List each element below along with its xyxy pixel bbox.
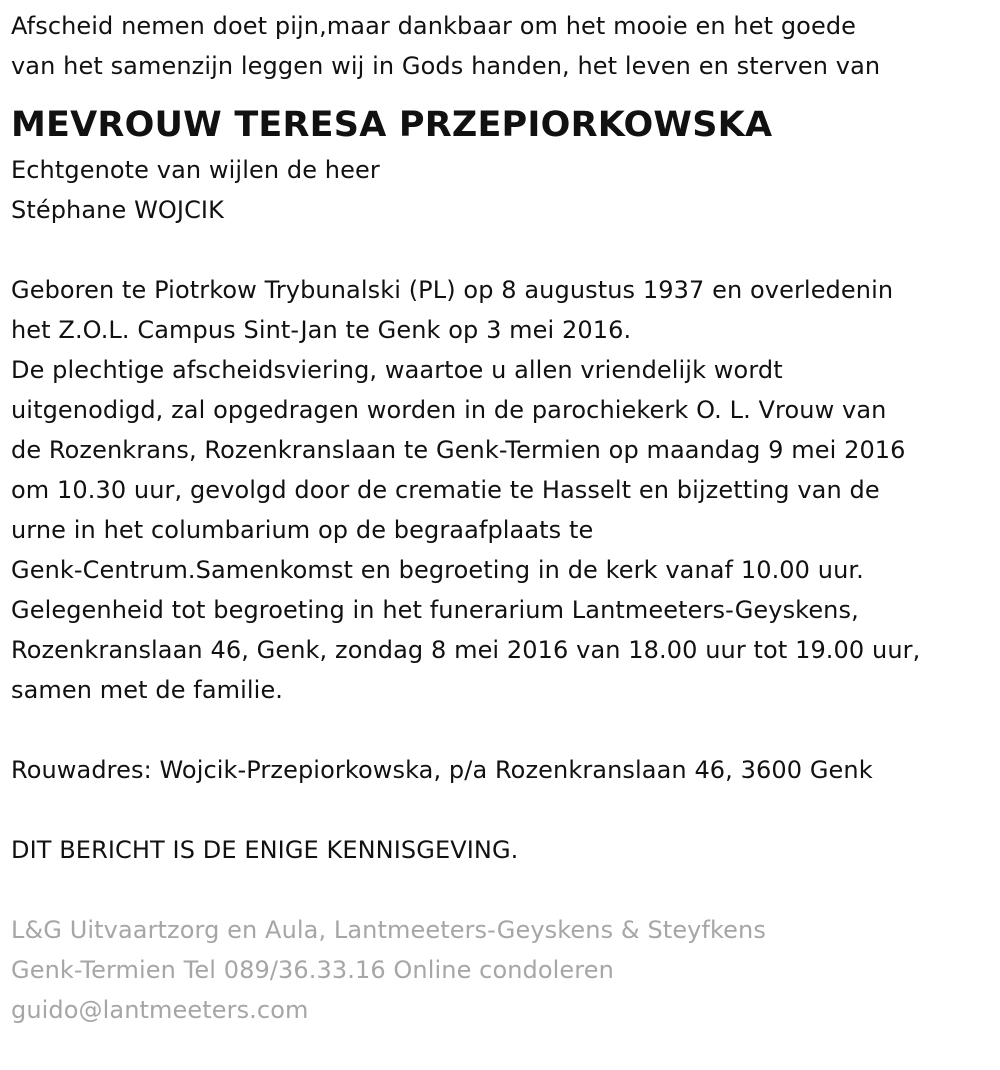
details-line-9: Gelegenheid tot begroeting in het funerarium Lantmeeters-Geyskens, [11, 596, 859, 624]
details-line-4: uitgenodigd, zal opgedragen worden in de parochiekerk O. L. Vrouw van [11, 396, 887, 424]
intro-line-2: van het samenzijn leggen wij in Gods handen, het leven en sterven van [11, 52, 881, 80]
footer-line-1: L&G Uitvaartzorg en Aula, Lantmeeters-Geyskens & Steyfkens [11, 916, 766, 944]
details-line-2: het Z.O.L. Campus Sint-Jan te Genk op 3 mei 2016. [11, 316, 632, 344]
spacer [11, 870, 996, 910]
spouse-line-2: Stéphane WOJCIK [11, 196, 224, 224]
mourning-address: Rouwadres: Wojcik-Przepiorkowska, p/a Rozenkranslaan 46, 3600 Genk [11, 756, 873, 784]
intro-text [11, 6, 996, 86]
intro-line-1: Afscheid nemen doet pijn,maar dankbaar om het mooie en het goede [11, 12, 857, 40]
details-line-10: Rozenkranslaan 46, Genk, zondag 8 mei 2016 van 18.00 uur tot 19.00 uur, [11, 636, 921, 664]
spouse-line-1: Echtgenote van wijlen de heer [11, 156, 380, 184]
details-line-6: om 10.30 uur, gevolgd door de crematie te Hasselt en bijzetting van de [11, 476, 880, 504]
spouse-info [11, 150, 996, 230]
details-line-8: Genk-Centrum.Samenkomst en begroeting in de kerk vanaf 10.00 uur. [11, 556, 864, 584]
funeral-home-footer [11, 910, 996, 1030]
obituary-notice [11, 6, 996, 1030]
footer-email-link[interactable]: guido@lantmeeters.com [11, 996, 309, 1024]
details-line-1: Geboren te Piotrkow Trybunalski (PL) op 8 augustus 1937 en overledenin [11, 276, 894, 304]
details-line-3: De plechtige afscheidsviering, waartoe u allen vriendelijk wordt [11, 356, 783, 384]
footer-line-2: Genk-Termien Tel 089/36.33.16 Online condoleren [11, 956, 614, 984]
details-line-11: samen met de familie. [11, 676, 284, 704]
notice-statement: DIT BERICHT IS DE ENIGE KENNISGEVING. [11, 836, 519, 864]
spacer [11, 230, 996, 270]
deceased-name: MEVROUW TERESA PRZEPIORKOWSKA [11, 105, 773, 145]
details-line-5: de Rozenkrans, Rozenkranslaan te Genk-Termien op maandag 9 mei 2016 [11, 436, 906, 464]
ceremony-details [11, 270, 996, 710]
spacer [11, 710, 996, 750]
details-line-7: urne in het columbarium op de begraafplaats te [11, 516, 594, 544]
spacer [11, 790, 996, 830]
